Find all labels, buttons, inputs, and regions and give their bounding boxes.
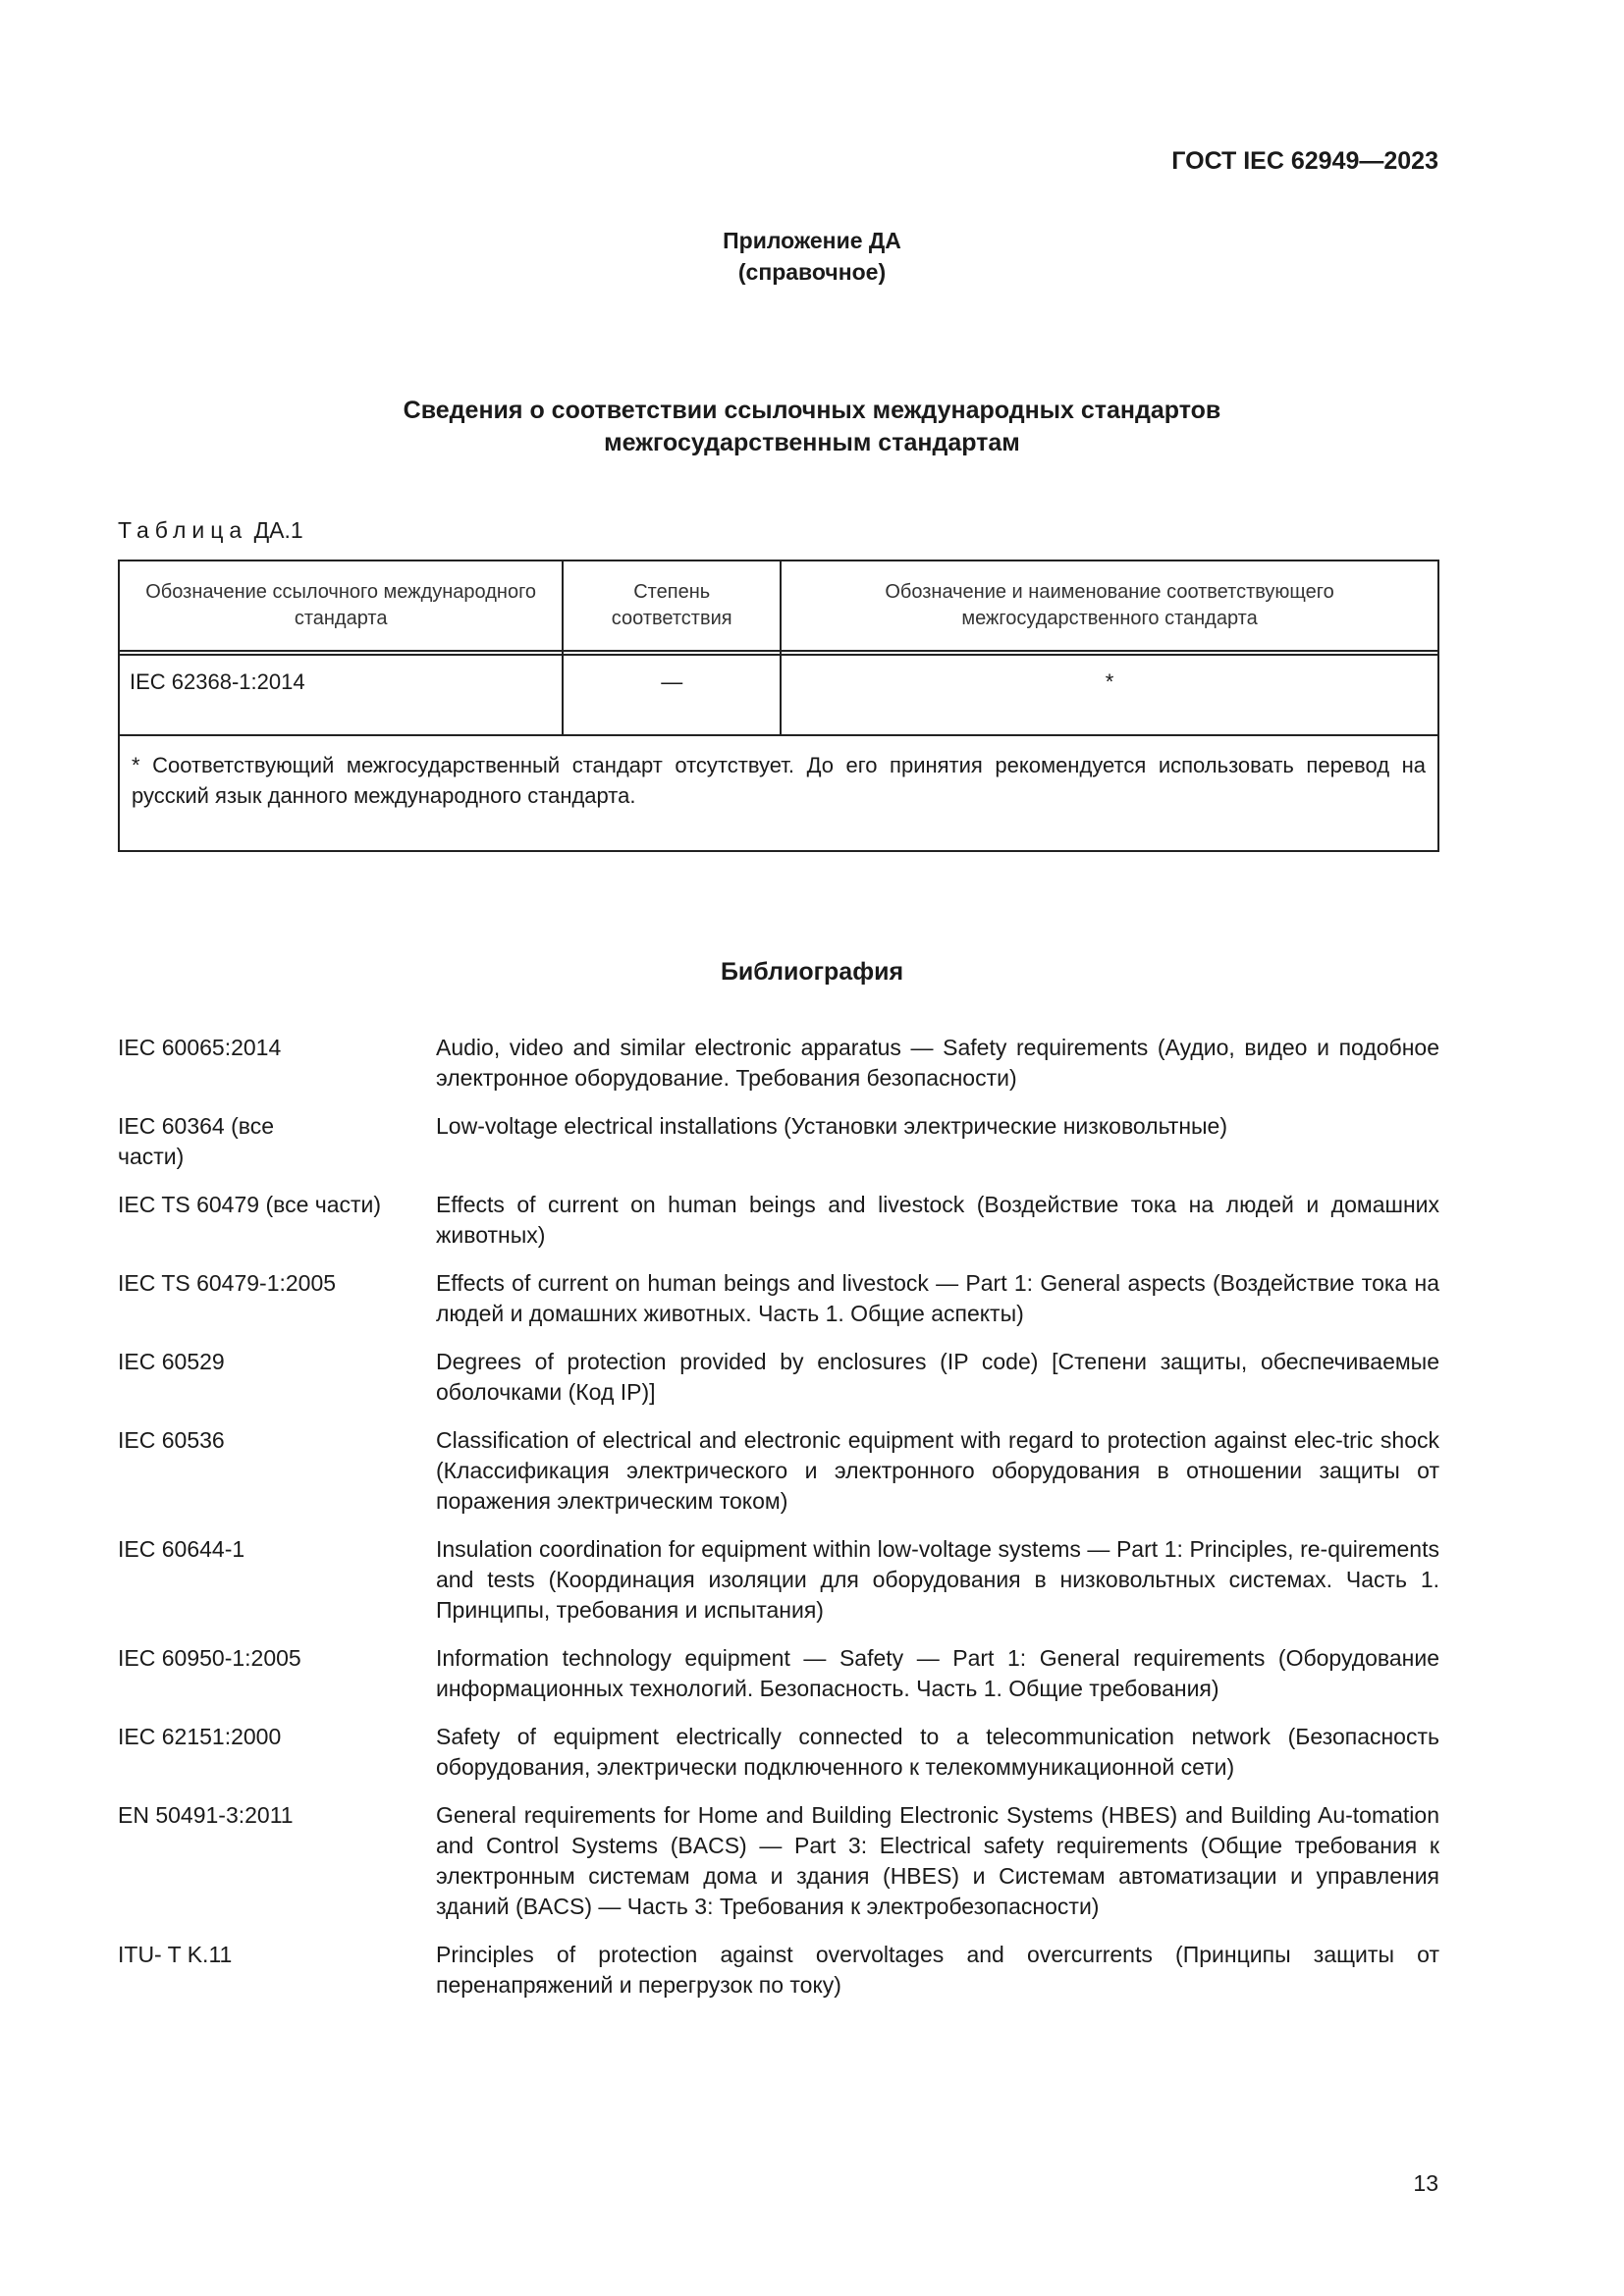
bibliography-ref: IEC 60536 <box>118 1427 225 1453</box>
page-number: 13 <box>1413 2170 1438 2196</box>
bibliography-list <box>118 1033 1439 2018</box>
bibliography-ref: IEC 60529 <box>118 1349 225 1374</box>
bibliography-entry <box>118 1800 1439 1922</box>
bibliography-entry <box>118 1033 1439 1094</box>
bibliography-entry <box>118 1347 1439 1408</box>
header-degree-of-correspondence: Степень соответствия <box>563 561 781 651</box>
bibliography-entry <box>118 1190 1439 1251</box>
header-national-standard: Обозначение и наименование соответствующего межгосударственного стандарта <box>781 561 1438 651</box>
correspondence-table <box>118 560 1439 852</box>
bibliography-ref: IEC 60065:2014 <box>118 1035 282 1060</box>
bibliography-desc: Insulation coordination for equipment within low-voltage systems — Part 1: Principles, re-quirements and tests (Координация изоляции для оборудования в низковольтных системах. Часть 1. Принципы, требования и испытания) <box>436 1536 1439 1623</box>
bibliography-desc: Effects of current on human beings and livestock (Воздействие тока на людей и домашних животных) <box>436 1192 1439 1248</box>
bibliography-entry <box>118 1643 1439 1704</box>
bibliography-desc: Degrees of protection provided by enclosures (IP code) [Степени защиты, обеспечиваемые оболочками (Код IP)] <box>436 1349 1439 1405</box>
cell-reference-standard: IEC 62368-1:2014 <box>119 655 563 735</box>
bibliography-desc: Principles of protection against overvoltages and overcurrents (Принципы защиты от перенапряжений и перегрузок по току) <box>436 1942 1439 1998</box>
bibliography-entry <box>118 1940 1439 2001</box>
bibliography-desc: Information technology equipment — Safety — Part 1: General requirements (Оборудование информационных технологий. Безопасность. Часть 1. Общие требования) <box>436 1645 1439 1701</box>
header-reference-standard: Обозначение ссылочного международного стандарта <box>119 561 563 651</box>
table-caption <box>118 517 303 544</box>
table-caption-number: ДА.1 <box>253 517 303 543</box>
bibliography-desc: General requirements for Home and Building Electronic Systems (HBES) and Building Au-tomation and Control Systems (BACS) — Part 3: Electrical safety requirements (Общие требования к электронным системам дома и здания (HBES) и Системам автоматизации и управления зданий (BACS) — Часть 3: Требования к электробезопасности) <box>436 1802 1439 1919</box>
bibliography-ref: IEC 60364 (все части) <box>118 1113 274 1169</box>
bibliography-ref: EN 50491-3:2011 <box>118 1802 294 1828</box>
bibliography-entry <box>118 1425 1439 1517</box>
appendix-subtitle: (справочное) <box>737 259 887 285</box>
bibliography-title: Библиография <box>720 958 904 986</box>
bibliography-ref: ITU- T K.11 <box>118 1942 233 1967</box>
bibliography-entry <box>118 1534 1439 1626</box>
section-title-line-1: Сведения о соответствии ссылочных международных стандартов <box>403 397 1221 424</box>
table-row <box>119 655 1438 735</box>
bibliography-entry <box>118 1111 1439 1172</box>
table-header-row <box>119 561 1438 651</box>
bibliography-desc: Audio, video and similar electronic apparatus — Safety requirements (Аудио, видео и подобное электронное оборудование. Требования безопасности) <box>436 1035 1439 1091</box>
appendix-heading <box>0 225 1624 288</box>
cell-national-standard: * <box>781 655 1438 735</box>
bibliography-desc: Classification of electrical and electronic equipment with regard to protection against elec-tric shock (Классификация электрического и электронного оборудования в отношении защиты от поражения электрическим током) <box>436 1427 1439 1514</box>
table-caption-word: Таблица <box>118 517 248 543</box>
table-note-row <box>119 735 1438 851</box>
bibliography-desc: Safety of equipment electrically connected to a telecommunication network (Безопасность оборудования, электрически подключенного к телекоммуникационной сети) <box>436 1724 1439 1780</box>
appendix-title: Приложение ДА <box>723 228 901 253</box>
document-code: ГОСТ IEC 62949—2023 <box>1171 147 1438 175</box>
bibliography-entry <box>118 1722 1439 1783</box>
bibliography-ref: IEC TS 60479-1:2005 <box>118 1270 337 1296</box>
bibliography-ref: IEC 60950-1:2005 <box>118 1645 301 1671</box>
bibliography-ref: IEC 62151:2000 <box>118 1724 282 1749</box>
section-title-line-2: межгосударственным стандартам <box>604 429 1020 456</box>
bibliography-entry <box>118 1268 1439 1329</box>
section-title <box>0 395 1624 459</box>
bibliography-desc: Low-voltage electrical installations (Установки электрические низковольтные) <box>436 1113 1228 1139</box>
cell-degree: — <box>563 655 781 735</box>
bibliography-desc: Effects of current on human beings and livestock — Part 1: General aspects (Воздействие тока на людей и домашних животных. Часть 1. Общие аспекты) <box>436 1270 1439 1326</box>
bibliography-ref: IEC TS 60479 (все части) <box>118 1192 382 1217</box>
table-footnote: * Соответствующий межгосударственный стандарт отсутствует. До его принятия рекомендуется использовать перевод на русский язык данного международного стандарта. <box>119 735 1438 851</box>
bibliography-ref: IEC 60644-1 <box>118 1536 245 1562</box>
